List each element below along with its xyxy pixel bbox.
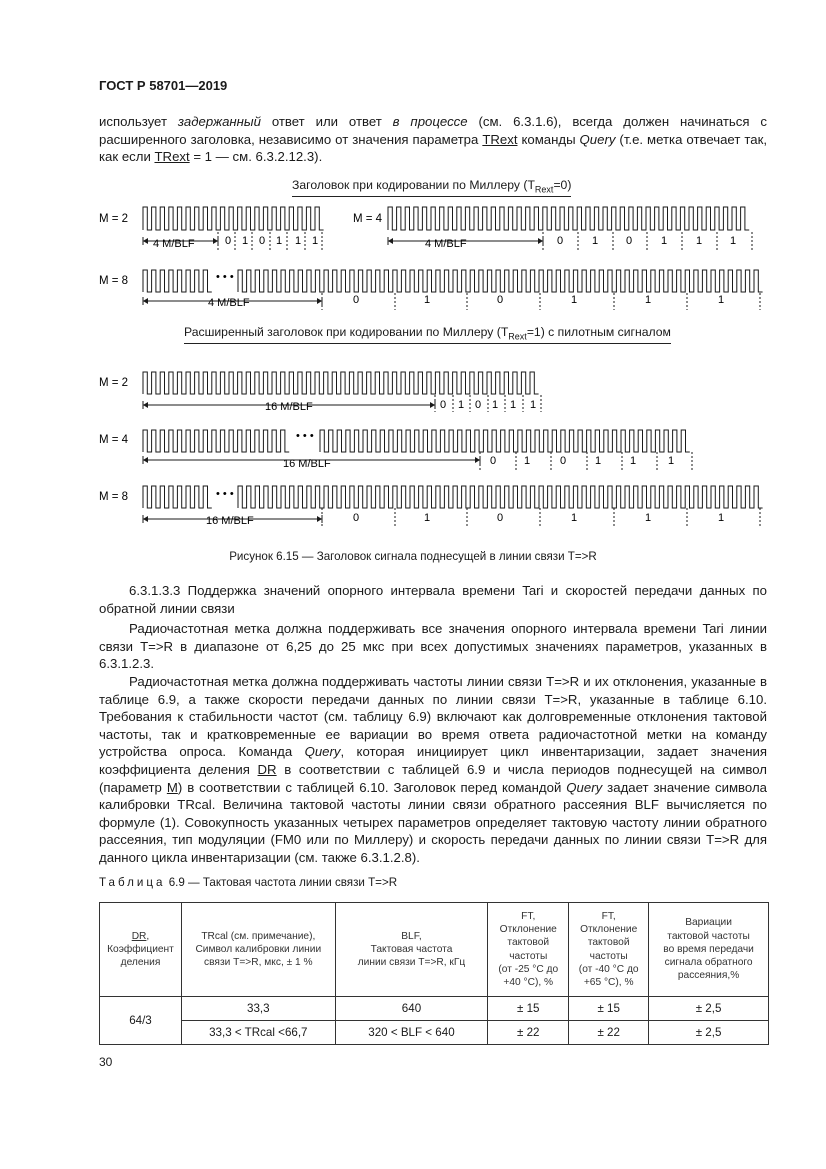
p2-text-b: Query — [304, 744, 341, 760]
span-arrow-head-left — [143, 402, 148, 408]
bit-label: 0 — [497, 512, 504, 524]
section-heading: 6.3.1.3.3 Поддержка значений опорного интервала времени Tari и скоростей передачи данных по обратной линии связи — [99, 583, 767, 616]
subcarrier-pulse-train — [238, 270, 763, 292]
bit-label: 1 — [645, 512, 652, 524]
cell-ft2: ± 15 — [569, 997, 649, 1021]
cell-trcal: 33,3 — [181, 997, 335, 1021]
bit-label: 1 — [424, 294, 431, 306]
header-dr — [100, 903, 182, 997]
bit-label: 1 — [276, 235, 283, 247]
section-paragraph-1: Радиочастотная метка должна поддерживать все значения опорного интервала времени Tari линии связи T=>R в диапазоне от 6,25 до 25 мкс при всех допустимых значениях параметров, указанных в 6.3.1.2.3. — [99, 621, 767, 672]
bit-label: 1 — [730, 235, 737, 247]
bit-label: 1 — [668, 455, 675, 467]
cell-blf: 640 — [335, 997, 488, 1021]
header-blf: BLF, Тактовая частота линии связи T=>R, кГц — [335, 903, 488, 997]
p2-text-a: Радиочастотная метка должна поддерживать частоты линии связи T=>R и их отклонения, указанные в таблице 6.9, а также скорости передачи данных по линии связи T=>R, указанные в таблице 6.10. Требования к стабильности частот (см. таблицу 6.9) включают как долговременные отклонения тактовой частоты, так и кратковременные ее вариации во время ответа радиочастотной метки на команду устройства опроса. Команда — [99, 674, 767, 760]
cell-ft2: ± 22 — [569, 1021, 649, 1045]
table-6-9 — [99, 902, 769, 1045]
label-m8-top: M = 8 — [99, 275, 129, 287]
span-arrow-head-left — [143, 298, 148, 304]
label-m8-ext: M = 8 — [99, 491, 129, 503]
cell-trcal: 33,3 < TRcal <66,7 — [181, 1021, 335, 1045]
dots-m8-ext: • • • — [216, 488, 234, 500]
intro-text-3: ответ или ответ — [260, 114, 393, 129]
bit-label: 0 — [557, 235, 564, 247]
table-header-row — [100, 903, 769, 997]
table-title-word: Таблица — [99, 876, 166, 889]
bit-label: 0 — [490, 455, 497, 467]
span-label-m4-ext: 16 M/BLF — [283, 458, 331, 470]
bit-label: 0 — [475, 399, 482, 411]
header-ft-2: FT, Отклонение тактовой частоты (от -40 °C до +65 °C), % — [569, 903, 649, 997]
intro-text-5: (см. 6.3.1.6), всегда должен начинаться с расширенного заголовка, независимо от значения параметра — [99, 114, 768, 147]
subcarrier-pulse-train — [143, 270, 212, 292]
p2-text-e: в соответствии с таблицей 6.9 и числа периодов поднесущей на символ (параметр — [99, 761, 767, 795]
bit-label: 1 — [592, 235, 599, 247]
bit-label: 1 — [458, 399, 465, 411]
label-m4-ext: M = 4 — [99, 434, 129, 446]
span-label-m2-ext: 16 M/BLF — [265, 401, 313, 413]
intro-text-4: в процессе — [392, 114, 468, 129]
figure-title-1-sub: Rext — [534, 184, 554, 195]
figure-caption: Рисунок 6.15 — Заголовок сигнала поднесущей в линии связи T=>R — [229, 550, 597, 563]
p2-text-h: Query — [566, 779, 603, 795]
bit-label: 1 — [295, 235, 302, 247]
bit-label: 1 — [645, 294, 652, 306]
bit-label: 1 — [571, 294, 578, 306]
p2-text-i: задает значение символа калибровки TRcal. Величина тактовой частоты линии связи обратного рассеяния BLF вычисляется по формуле (1). Совокупность указанных четырех параметров определяет тактовую частоту линии обратного рассеяния, тип модуляции (FM0 или по Миллеру) и скорость передачи данных по линии связи T=>R для данного цикла инвентаризации (см. также 6.3.1.2.8). — [99, 779, 767, 865]
intro-text-6: TRext — [482, 131, 518, 147]
document-header: ГОСТ Р 58701—2019 — [99, 78, 228, 93]
bit-label: 1 — [424, 512, 431, 524]
bit-label: 0 — [259, 235, 266, 247]
header-dr-abbrev: DR — [131, 930, 147, 942]
cell-variation: ± 2,5 — [649, 1021, 769, 1045]
subcarrier-pulse-train — [143, 207, 324, 230]
intro-text-9: (т.е. метка отвечает так, как если — [99, 131, 767, 165]
subcarrier-pulse-train — [143, 486, 212, 508]
bit-label: 1 — [696, 235, 703, 247]
bit-label: 1 — [661, 235, 668, 247]
figure-title-2-pre: Расширенный заголовок при кодировании по Миллеру (T — [184, 325, 509, 339]
miller-preamble-figure — [0, 0, 826, 560]
p2-text-f: M — [166, 779, 178, 795]
cell-variation: ± 2,5 — [649, 997, 769, 1021]
bit-label: 1 — [630, 455, 637, 467]
span-arrow-head-right — [538, 238, 543, 244]
span-label-m8-top: 4 M/BLF — [208, 297, 250, 309]
subcarrier-pulse-train — [320, 430, 690, 452]
bit-label: 1 — [530, 399, 537, 411]
bit-label: 1 — [718, 512, 725, 524]
table-row — [100, 997, 769, 1021]
page-number: 30 — [99, 1055, 113, 1069]
label-m2-top: M = 2 — [99, 213, 129, 225]
label-m4-top: M = 4 — [353, 213, 383, 225]
bit-label: 0 — [225, 235, 232, 247]
subcarrier-pulse-train — [388, 207, 749, 230]
span-arrow-head-left — [143, 238, 148, 244]
intro-text-10: TRext — [154, 149, 190, 165]
bit-label: 0 — [497, 294, 504, 306]
bit-label: 0 — [626, 235, 633, 247]
header-trcal: TRcal (см. примечание), Символ калибровки линии связи T=>R, мкс, ± 1 % — [181, 903, 335, 997]
dots-m4-ext: • • • — [296, 430, 314, 442]
p2-text-d: DR — [257, 761, 277, 777]
p2-text-g: ) в соответствии с таблицей 6.10. Заголовок перед командой — [177, 779, 567, 795]
header-variation: Вариации тактовой частоты во время передачи сигнала обратного рассеяния,% — [649, 903, 769, 997]
table-title-rest: 6.9 — Тактовая частота линии связи T=>R — [165, 876, 398, 889]
intro-text-8: Query — [579, 131, 616, 147]
cell-ft1: ± 15 — [488, 997, 569, 1021]
figure-title-1-post: =0) — [553, 178, 572, 192]
span-label-m4-top: 4 M/BLF — [425, 238, 467, 250]
p2-text-c: , которая инициирует цикл инвентаризации, задает значения коэффициента деления — [99, 744, 767, 777]
section-paragraph-2 — [99, 673, 767, 867]
span-arrow-head-right — [213, 238, 218, 244]
bit-label: 1 — [492, 399, 499, 411]
bit-label: 1 — [510, 399, 517, 411]
waveform-layer — [143, 207, 763, 528]
span-label-m8-ext: 16 M/BLF — [206, 515, 254, 527]
bit-label: 1 — [595, 455, 602, 467]
bit-label: 1 — [718, 294, 725, 306]
span-arrow-head-right — [317, 298, 322, 304]
figure-title-2-sub: Rext — [508, 331, 527, 342]
bit-label: 0 — [353, 294, 360, 306]
bit-label: 1 — [571, 512, 578, 524]
span-label-m2-top: 4 M/BLF — [153, 238, 195, 250]
bit-label: 1 — [312, 235, 319, 247]
bit-label: 0 — [560, 455, 567, 467]
header-dr-text: , Коэффициент деления — [107, 930, 174, 969]
figure-title-1-pre: Заголовок при кодировании по Миллеру (T — [292, 178, 535, 192]
cell-blf: 320 < BLF < 640 — [335, 1021, 488, 1045]
table-row — [100, 1021, 769, 1045]
cell-dr-group: 64/3 — [100, 997, 182, 1045]
table-title — [99, 876, 397, 889]
cell-ft1: ± 22 — [488, 1021, 569, 1045]
span-arrow-head-left — [388, 238, 393, 244]
span-arrow-head-left — [143, 516, 148, 522]
subcarrier-pulse-train — [238, 486, 763, 508]
label-m2-ext: M = 2 — [99, 377, 129, 389]
intro-text-11: = 1 — см. 6.3.2.12.3). — [189, 149, 323, 165]
intro-text-2: задержанный — [177, 114, 261, 129]
bit-label: 1 — [242, 235, 249, 247]
bit-label: 1 — [524, 455, 531, 467]
subcarrier-pulse-train — [143, 372, 539, 394]
intro-text-7: команды — [517, 131, 580, 147]
subcarrier-pulse-train — [143, 430, 289, 452]
intro-text-1: использует — [99, 114, 178, 129]
span-arrow-head-right — [430, 402, 435, 408]
header-ft-1: FT, Отклонение тактовой частоты (от -25 °C до +40 °C), % — [488, 903, 569, 997]
figure-title-2-post: =1) с пилотным сигналом — [526, 325, 671, 339]
dots-m8-top: • • • — [216, 271, 234, 283]
span-arrow-head-right — [317, 516, 322, 522]
span-arrow-head-right — [475, 457, 480, 463]
bit-label: 0 — [353, 512, 360, 524]
span-arrow-head-left — [143, 457, 148, 463]
bit-label: 0 — [440, 399, 447, 411]
